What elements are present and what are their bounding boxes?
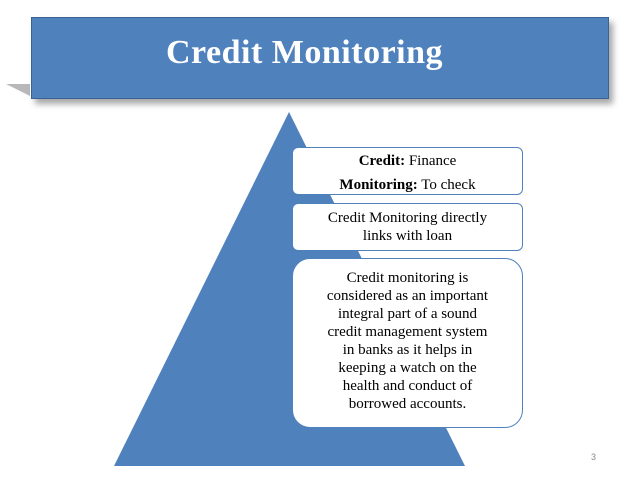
definition-credit-text: Finance xyxy=(408,153,457,169)
level-2-line: Credit Monitoring directly xyxy=(327,210,488,226)
level-3-line: borrowed accounts. xyxy=(348,396,467,412)
level-3-line: health and conduct of xyxy=(342,378,473,394)
level-3-line: considered as an important xyxy=(326,288,489,304)
pyramid-level-3 xyxy=(292,258,523,428)
page-number: 3 xyxy=(591,452,597,462)
term-credit: Credit: xyxy=(358,153,406,169)
definition-credit xyxy=(293,152,522,170)
slide-title: Credit Monitoring xyxy=(166,34,444,71)
level-3-line: integral part of a sound xyxy=(337,306,478,322)
level-3-line: credit management system xyxy=(327,324,488,340)
level-3-line: Credit monitoring is xyxy=(346,270,469,286)
level-2-line: links with loan xyxy=(362,228,453,244)
level-3-line: keeping a watch on the xyxy=(338,360,477,376)
term-monitoring: Monitoring: xyxy=(339,177,418,193)
title-shadow-curl xyxy=(4,74,30,100)
pyramid-level-1 xyxy=(292,147,523,195)
definition-monitoring-text: To check xyxy=(421,177,476,193)
level-3-line: in banks as it helps in xyxy=(342,342,473,358)
definition-monitoring xyxy=(293,176,522,194)
pyramid-level-2 xyxy=(292,203,523,251)
